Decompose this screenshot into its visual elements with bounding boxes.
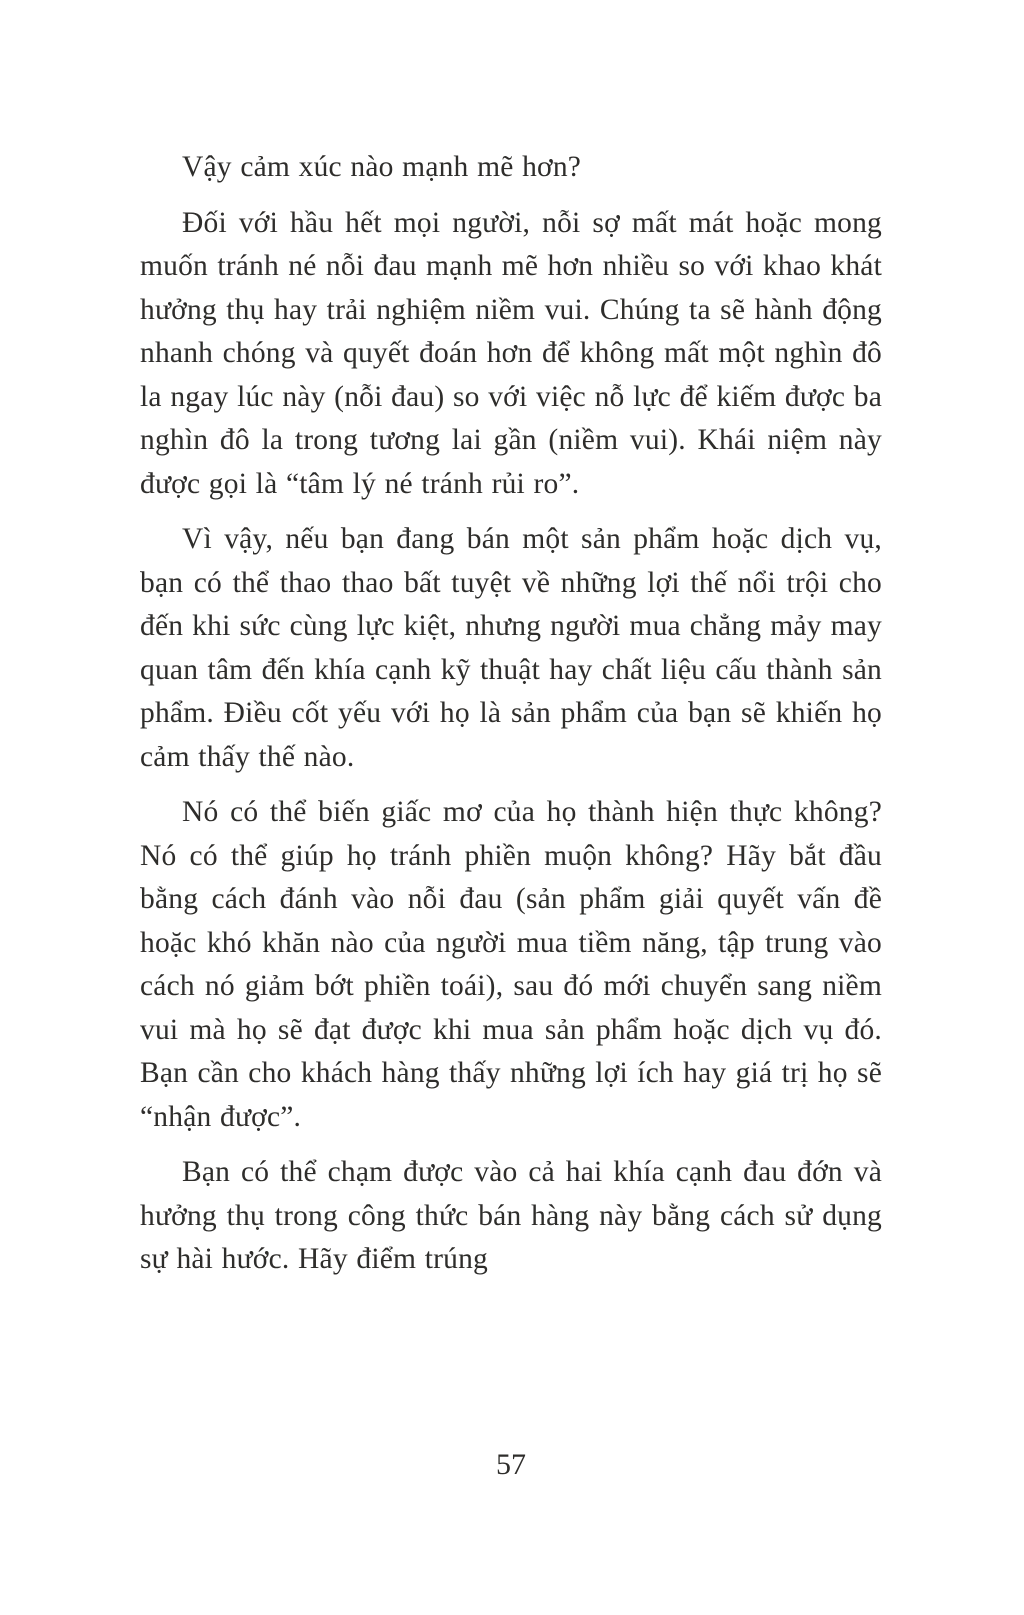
paragraph-humor: Bạn có thể chạm được vào cả hai khía cạnh đau đớn và hưởng thụ trong công thức bán hàng này bằng cách sử dụng sự hài hước. Hãy điểm trúng [140,1156,882,1275]
paragraph-question: Vậy cảm xúc nào mạnh mẽ hơn? [182,151,582,183]
page-number: 57 [496,1448,526,1481]
page-text-block [140,146,882,1294]
paragraph-loss-aversion: Đối với hầu hết mọi người, nỗi sợ mất mát hoặc mong muốn tránh né nỗi đau mạnh mẽ hơn nhiều so với khao khát hưởng thụ hay trải nghiệm niềm vui. Chúng ta sẽ hành động nhanh chóng và quyết đoán hơn để không mất một nghìn đô la ngay lúc này (nỗi đau) so với việc nỗ lực để kiếm được ba nghìn đô la trong tương lai gần (niềm vui). Khái niệm này được gọi là “tâm lý né tránh rủi ro”. [140,206,882,500]
paragraph-pain-then-pleasure: Nó có thể biến giấc mơ của họ thành hiện thực không? Nó có thể giúp họ tránh phiền muộn không? Hãy bắt đầu bằng cách đánh vào nỗi đau (sản phẩm giải quyết vấn đề hoặc khó khăn nào của người mua tiềm năng, tập trung vào cách nó giảm bớt phiền toái), sau đó mới chuyển sang niềm vui mà họ sẽ đạt được khi mua sản phẩm hoặc dịch vụ đó. Bạn cần cho khách hàng thấy những lợi ích hay giá trị họ sẽ “nhận được”. [140,796,882,1133]
paragraph-selling-feelings: Vì vậy, nếu bạn đang bán một sản phẩm hoặc dịch vụ, bạn có thể thao thao bất tuyệt về những lợi thế nổi trội cho đến khi sức cùng lực kiệt, nhưng người mua chẳng mảy may quan tâm đến khía cạnh kỹ thuật hay chất liệu cấu thành sản phẩm. Điều cốt yếu với họ là sản phẩm của bạn sẽ khiến họ cảm thấy thế nào. [140,523,882,773]
